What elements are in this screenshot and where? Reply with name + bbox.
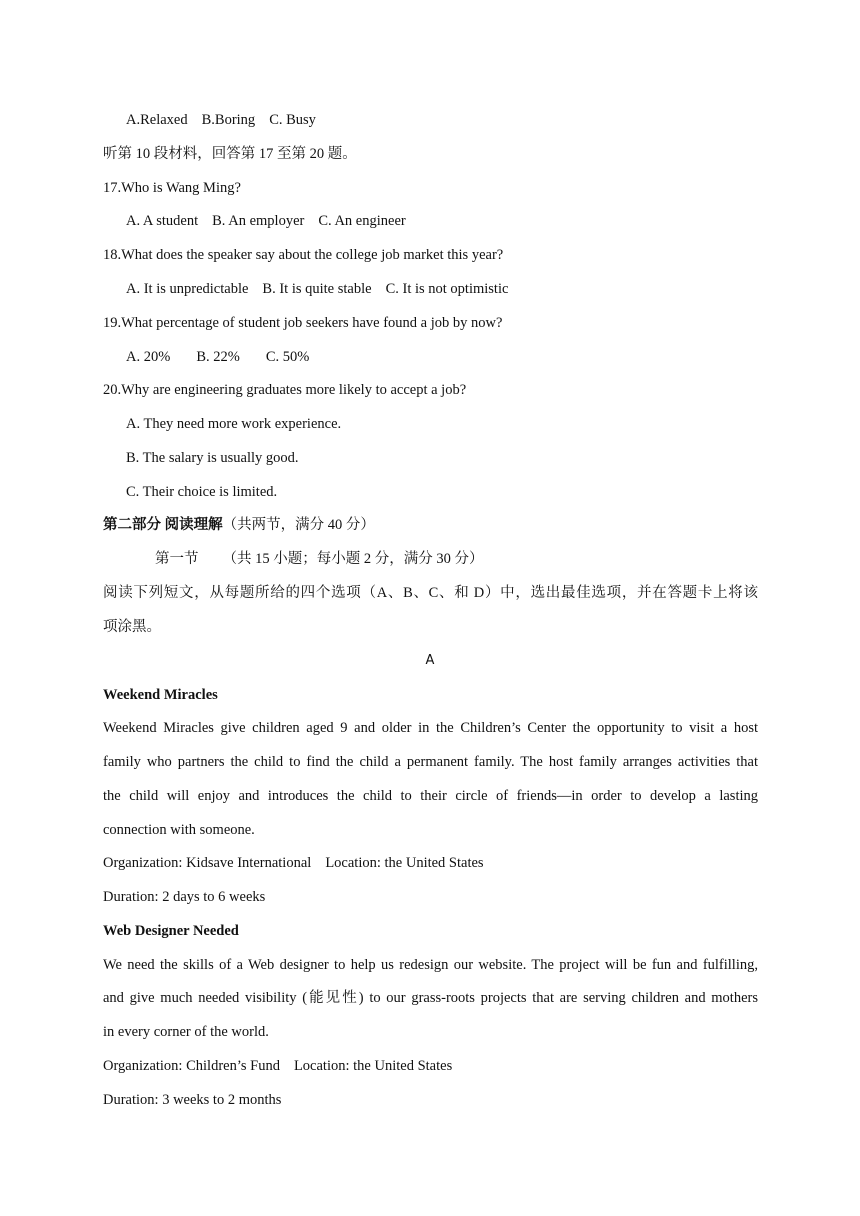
q17-option-b: B. An employer [212, 213, 305, 229]
q18-option-c: C. It is not optimistic [385, 281, 509, 297]
q18-option-b: B. It is quite stable [262, 281, 372, 297]
section1-heading [155, 549, 810, 569]
listening-instruction: 听第 10 段材料，回答第 17 至第 20 题。 [103, 146, 357, 162]
q18-options [126, 279, 781, 299]
item1-title: Weekend Miracles [103, 687, 218, 703]
q16-option-b: B.Boring [201, 112, 256, 128]
q16-option-a: A.Relaxed [126, 112, 188, 128]
item2-duration: Duration: 3 weeks to 2 months [103, 1092, 282, 1108]
q19-stem: 19.What percentage of student job seekers have found a job by now? [103, 315, 503, 331]
item1-line1: Weekend Miracles give children aged 9 and older in the Children’s Center the opportunity to visit a host [103, 720, 758, 736]
reading-instruction-line2: 项涂黑。 [103, 619, 161, 635]
section1-label: 第一节 [155, 551, 199, 567]
q18-stem: 18.What does the speaker say about the college job market this year? [103, 247, 504, 263]
item1-location: Location: the United States [325, 855, 484, 871]
q18-option-a: A. It is unpredictable [126, 281, 249, 297]
q17-options [126, 211, 781, 231]
item1-line2: family who partners the child to find the child a permanent family. The host family arranges activities that [103, 754, 758, 770]
item1-line3: the child will enjoy and introduces the child to their circle of friends—in order to develop a lasting [103, 788, 758, 804]
q19-option-a: A. 20% [126, 349, 171, 365]
item1-organization: Organization: Kidsave International [103, 855, 312, 871]
item2-org-location [103, 1056, 758, 1076]
section1-detail: （共 15 小题；每小题 2 分，满分 30 分） [222, 551, 484, 567]
q20-option-c: C. Their choice is limited. [126, 484, 278, 500]
passage-label: A [425, 653, 435, 668]
q17-option-a: A. A student [126, 213, 199, 229]
item2-title: Web Designer Needed [103, 923, 239, 939]
part2-score-note: （共两节，满分 40 分） [222, 517, 375, 533]
item2-line1: We need the skills of a Web designer to help us redesign our website. The project will be fun and fulfilling, [103, 957, 758, 973]
q19-options [126, 347, 781, 367]
item1-duration: Duration: 2 days to 6 weeks [103, 889, 266, 905]
q20-option-a: A. They need more work experience. [126, 416, 342, 432]
q20-option-b: B. The salary is usually good. [126, 450, 299, 466]
q16-options [126, 110, 781, 130]
q17-stem: 17.Who is Wang Ming? [103, 180, 241, 196]
item2-organization: Organization: Children’s Fund [103, 1058, 280, 1074]
item2-location: Location: the United States [293, 1058, 453, 1074]
q16-option-c: C. Busy [269, 112, 316, 128]
q17-option-c: C. An engineer [318, 213, 406, 229]
q19-option-b: B. 22% [196, 349, 240, 365]
reading-instruction-line1: 阅读下列短文，从每题所给的四个选项（A、B、C、和 D）中，选出最佳选项，并在答题卡上将该 [103, 585, 758, 601]
item1-org-location [103, 853, 758, 873]
item1-line4: connection with someone. [103, 822, 255, 838]
item2-line3: in every corner of the world. [103, 1024, 269, 1040]
part2-title: 第二部分 阅读理解 [103, 517, 223, 533]
q19-option-c: C. 50% [265, 349, 310, 365]
q20-stem: 20.Why are engineering graduates more likely to accept a job? [103, 382, 467, 398]
part2-heading [103, 515, 758, 535]
item2-line2: and give much needed visibility (能见性) to our grass-roots projects that are serving children and mothers [103, 990, 758, 1006]
